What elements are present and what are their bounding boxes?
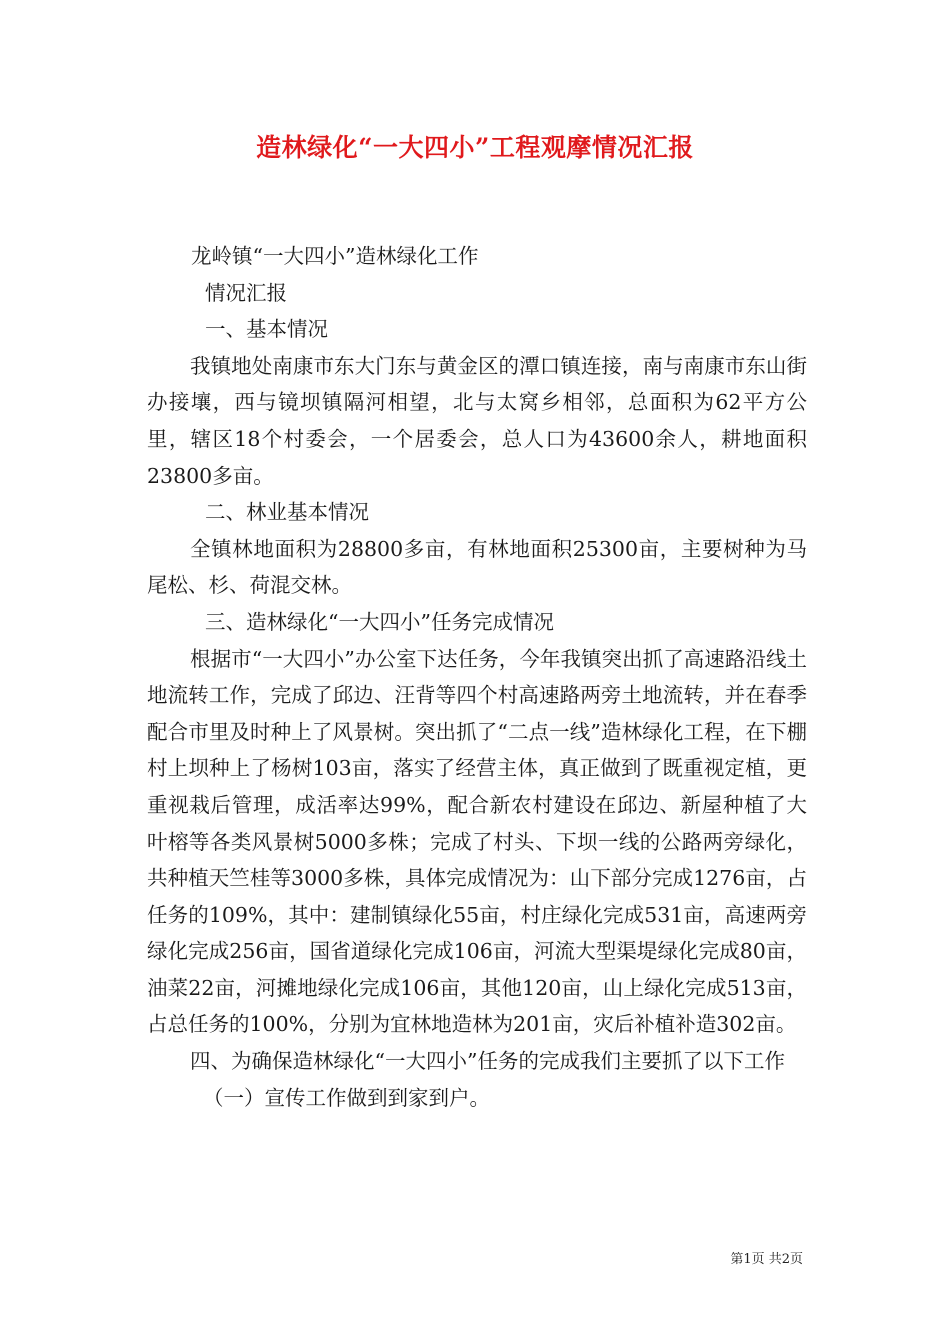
list-item-publicity: （一）宣传工作做到到家到户。 [203,1085,490,1110]
page-indicator: 第1页 共2页 [730,1252,803,1267]
section-heading-2: 二、林业基本情况 [205,500,369,525]
section-heading-3: 三、造林绿化“一大四小”任务完成情况 [205,609,554,634]
section-heading-4: 四、为确保造林绿化“一大四小”任务的完成我们主要抓了以下工作 [190,1049,786,1074]
document-title: 造林绿化“一大四小”工程观摩情况汇报 [256,133,694,162]
paragraph-task-completion: 根据市“一大四小”办公室下达任务，今年我镇突出抓了高速路沿线土地流转工作，完成了邱边、汪背等四个村高速路两旁土地流转，并在春季配合市里及时种上了风景树。突出抓了“二点一线”造林绿化工程，在下棚村上坝种上了杨树103亩，落实了经营主体，真正做到了既重视定植，更重视栽后管理，成活率达99%，配合新农村建设在邱边、新屋种植了大叶榕等各类风景树5000多株；完成了村头、下坝一线的公路两旁绿化，共种植天竺桂等3000多株，具体完成情况为：山下部分完成1276亩，占任务的109%，其中：建制镇绿化55亩，村庄绿化完成531亩，高速两旁绿化完成256亩，国省道绿化完成106亩，河流大型渠堤绿化完成80亩，油菜22亩，河摊地绿化完成106亩，其他120亩，山上绿化完成513亩，占总任务的100%，分别为宜林地造林为201亩，灾后补植补造302亩。 [147,646,807,1037]
subtitle-line-2: 情况汇报 [205,280,287,305]
paragraph-forestry-info: 全镇林地面积为28800多亩，有林地面积25300亩，主要树种为马尾松、杉、荷混交林。 [147,536,807,598]
paragraph-basic-info: 我镇地处南康市东大门东与黄金区的潭口镇连接，南与南康市东山街办接壤，西与镜坝镇隔河相望，北与太窝乡相邻，总面积为62平方公里，辖区18个村委会，一个居委会，总人口为43600余人，耕地面积23800多亩。 [147,353,807,488]
section-heading-1: 一、基本情况 [205,317,328,342]
document-body [147,238,807,1116]
subtitle-line-1: 龙岭镇“一大四小”造林绿化工作 [191,244,479,268]
